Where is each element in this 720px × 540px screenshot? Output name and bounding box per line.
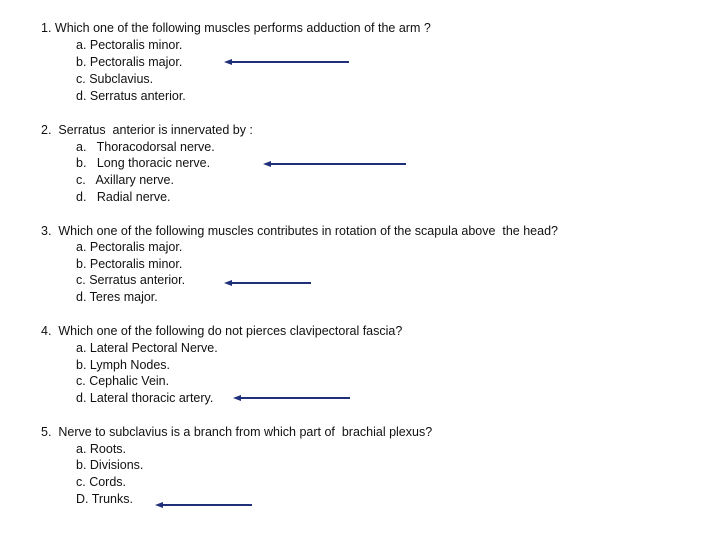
answer-arrow-icon xyxy=(233,395,351,401)
question-5-option-c: c. Cords. xyxy=(76,475,127,489)
question-4-option-d: d. Lateral thoracic artery. xyxy=(76,391,214,405)
question-3-option-a: a. Pectoralis major. xyxy=(76,240,183,254)
answer-arrow-icon xyxy=(263,161,407,167)
question-1-option-b: b. Pectoralis major. xyxy=(76,55,183,69)
question-5-option-d: D. Trunks. xyxy=(76,492,133,506)
question-1-option-a: a. Pectoralis minor. xyxy=(76,38,183,52)
question-3-option-d: d. Teres major. xyxy=(76,290,158,304)
question-4-stem: 4. Which one of the following do not pierces clavipectoral fascia? xyxy=(41,324,403,338)
answer-arrow-icon xyxy=(155,502,253,508)
answer-arrow-icon xyxy=(224,59,350,65)
question-1-stem: 1. Which one of the following muscles performs adduction of the arm ? xyxy=(41,21,431,35)
answer-arrow-icon xyxy=(224,280,312,286)
question-2-option-b: b. Long thoracic nerve. xyxy=(76,156,211,170)
question-1-option-c: c. Subclavius. xyxy=(76,72,154,86)
question-5-option-b: b. Divisions. xyxy=(76,458,144,472)
question-2-stem: 2. Serratus anterior is innervated by : xyxy=(41,123,253,137)
question-2-option-c: c. Axillary nerve. xyxy=(76,173,174,187)
question-5-stem: 5. Nerve to subclavius is a branch from which part of brachial plexus? xyxy=(41,425,433,439)
question-4-option-c: c. Cephalic Vein. xyxy=(76,374,170,388)
question-3-option-c: c. Serratus anterior. xyxy=(76,273,186,287)
question-5-option-a: a. Roots. xyxy=(76,442,127,456)
question-4-option-b: b. Lymph Nodes. xyxy=(76,358,171,372)
question-2-option-d: d. Radial nerve. xyxy=(76,190,171,204)
question-3-stem: 3. Which one of the following muscles contributes in rotation of the scapula above the head? xyxy=(41,224,558,238)
question-1-option-d: d. Serratus anterior. xyxy=(76,89,186,103)
question-4-option-a: a. Lateral Pectoral Nerve. xyxy=(76,341,218,355)
question-2-option-a: a. Thoracodorsal nerve. xyxy=(76,140,215,154)
question-3-option-b: b. Pectoralis minor. xyxy=(76,257,183,271)
